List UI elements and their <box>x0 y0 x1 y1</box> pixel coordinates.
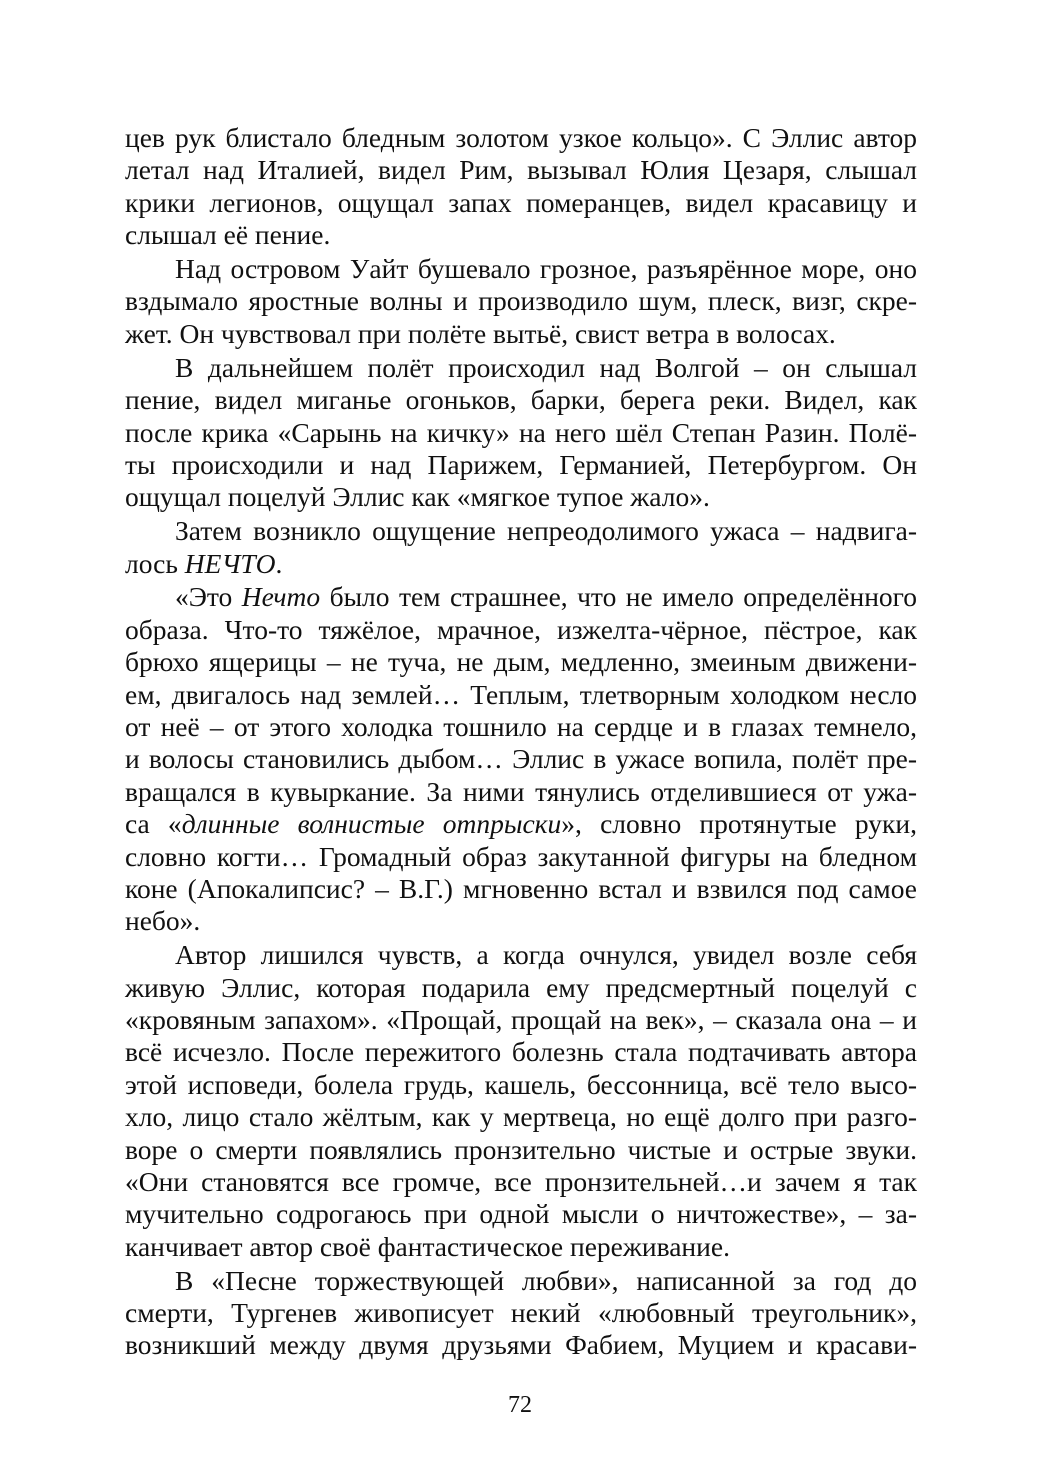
text-line <box>125 449 917 481</box>
text-run: Над островом Уайт бушевало грозное, разъярённое море, оно <box>175 253 917 285</box>
text-run: В «Песне торжествующей любви», написанной за год до <box>175 1264 917 1296</box>
text-run: », словно протянутые руки, <box>561 808 918 840</box>
paragraph <box>125 581 917 937</box>
text-run: са « <box>125 808 182 840</box>
text-run: ощущал поцелуй Эллис как «мягкое тупое жало». <box>125 481 710 513</box>
text-run: всё исчезло. После пережитого болезнь стала подтачивать автора <box>125 1036 917 1068</box>
text-run: цев рук блистало бледным золотом узкое кольцо». С Эллис автор <box>125 122 917 153</box>
text-run: Автор лишился чувств, а когда очнулся, увидел возле себя <box>175 939 917 971</box>
text-run: было тем страшнее, что не имело определённого <box>320 581 918 613</box>
text-line <box>125 646 917 678</box>
text-line <box>125 711 917 743</box>
text-line <box>125 1101 917 1133</box>
text-run: и волосы становились дыбом… Эллис в ужасе вопила, полёт пре- <box>125 743 917 775</box>
text-line <box>125 219 917 251</box>
text-line <box>125 776 917 808</box>
paragraph <box>125 939 917 1263</box>
text-run: вздымало яростные волны и производило шум, плеск, визг, скре- <box>125 285 917 317</box>
text-line <box>125 122 917 154</box>
paragraph <box>125 515 917 580</box>
text-run: небо». <box>125 905 201 937</box>
text-line <box>125 1069 917 1101</box>
text-run: «Это <box>175 581 242 613</box>
text-run: словно когти… Громадный образ закутанной фигуры на бледном <box>125 840 917 872</box>
text-line <box>125 481 917 513</box>
text-line <box>125 939 917 971</box>
text-run: коне (Апокалипсис? – В.Г.) мгновенно встал и взвился под самое <box>125 872 917 904</box>
text-run: брюхо ящерицы – не туча, не дым, медленно, змеиным движени- <box>125 646 917 678</box>
paragraph <box>125 352 917 514</box>
text-run: возникший между двумя друзьями Фабием, Муцием и красави- <box>125 1329 917 1361</box>
paragraph <box>125 253 917 350</box>
text-line <box>125 352 917 384</box>
text-line <box>125 285 917 317</box>
text-run: пение, видел миганье огоньков, барки, берега реки. Видел, как <box>125 384 917 416</box>
paragraph <box>125 1265 917 1362</box>
text-line <box>125 1004 917 1036</box>
text-line <box>125 743 917 775</box>
text-line <box>125 515 917 547</box>
text-line <box>125 1231 917 1263</box>
text-line <box>125 873 917 905</box>
text-run: смерти, Тургенев живописует некий «любовный треугольник», <box>125 1297 917 1329</box>
text-run: хло, лицо стало жёлтым, как у мертвеца, но ещё долго при разго- <box>125 1101 917 1133</box>
text-run: ем, двигалось над землей… Теплым, тлетворным холодком несло <box>125 678 917 710</box>
text-run: слышал её пение. <box>125 219 331 251</box>
text-run: В дальнейшем полёт происходил над Волгой – он слышал <box>175 351 917 383</box>
text-line <box>125 187 917 219</box>
page-number: 72 <box>508 1392 532 1418</box>
text-line <box>125 808 917 840</box>
text-line <box>125 1265 917 1297</box>
paragraph <box>125 122 917 252</box>
text-line <box>125 905 917 937</box>
text-line <box>125 1036 917 1068</box>
text-line <box>125 972 917 1004</box>
text-line <box>125 614 917 646</box>
italic-text: НЕЧТО <box>184 547 276 579</box>
text-line <box>125 1297 917 1329</box>
text-line <box>125 384 917 416</box>
text-run: ты происходили и над Парижем, Германией, Петербургом. Он <box>125 448 917 480</box>
text-line <box>125 1329 917 1361</box>
text-run: канчивает автор своё фантастическое переживание. <box>125 1230 730 1262</box>
text-line <box>125 417 917 449</box>
text-line <box>125 1134 917 1166</box>
text-run: . <box>275 547 283 579</box>
text-line <box>125 154 917 186</box>
text-run: живую Эллис, которая подарила ему предсмертный поцелуй с <box>125 971 917 1003</box>
page-text <box>125 122 917 1362</box>
italic-text: длинные волнистые отпрыски <box>181 808 562 840</box>
text-line <box>125 253 917 285</box>
text-line <box>125 679 917 711</box>
text-run: вращался в кувыркание. За ними тянулись отделившиеся от ужа- <box>125 775 917 807</box>
text-run: летал над Италией, видел Рим, вызывал Юлия Цезаря, слышал <box>125 154 917 186</box>
text-run: «кровяным запахом». «Прощай, прощай на век», – сказала она – и <box>125 1004 917 1036</box>
text-line <box>125 1166 917 1198</box>
italic-text: Нечто <box>241 581 321 613</box>
text-run: лось <box>125 547 185 579</box>
text-run: после крика «Сарынь на кичку» на него шёл Степан Разин. Полё- <box>125 416 917 448</box>
text-run: этой исповеди, болела грудь, кашель, бессонница, всё тело высо- <box>125 1068 917 1100</box>
text-run: жет. Он чувствовал при полёте вытьё, свист ветра в волосах. <box>125 317 836 349</box>
text-run: крики легионов, ощущал запах померанцев, видел красавицу и <box>125 186 917 218</box>
text-line <box>125 318 917 350</box>
text-run: «Они становятся все громче, все пронзительней…и зачем я так <box>125 1166 917 1197</box>
text-run: Затем возникло ощущение непреодолимого ужаса – надвига- <box>175 515 917 547</box>
text-run: образа. Что-то тяжёлое, мрачное, изжелта-чёрное, пёстрое, как <box>125 613 917 645</box>
text-line <box>125 548 917 580</box>
text-run: мучительно содрогаюсь при одной мысли о ничтожестве», – за- <box>125 1198 917 1230</box>
text-line <box>125 841 917 873</box>
text-line <box>125 581 917 613</box>
text-line <box>125 1198 917 1230</box>
text-run: от неё – от этого холодка тошнило на сердце и в глазах темнело, <box>125 711 917 743</box>
text-run: воре о смерти появлялись пронзительно чистые и острые звуки. <box>125 1133 917 1165</box>
